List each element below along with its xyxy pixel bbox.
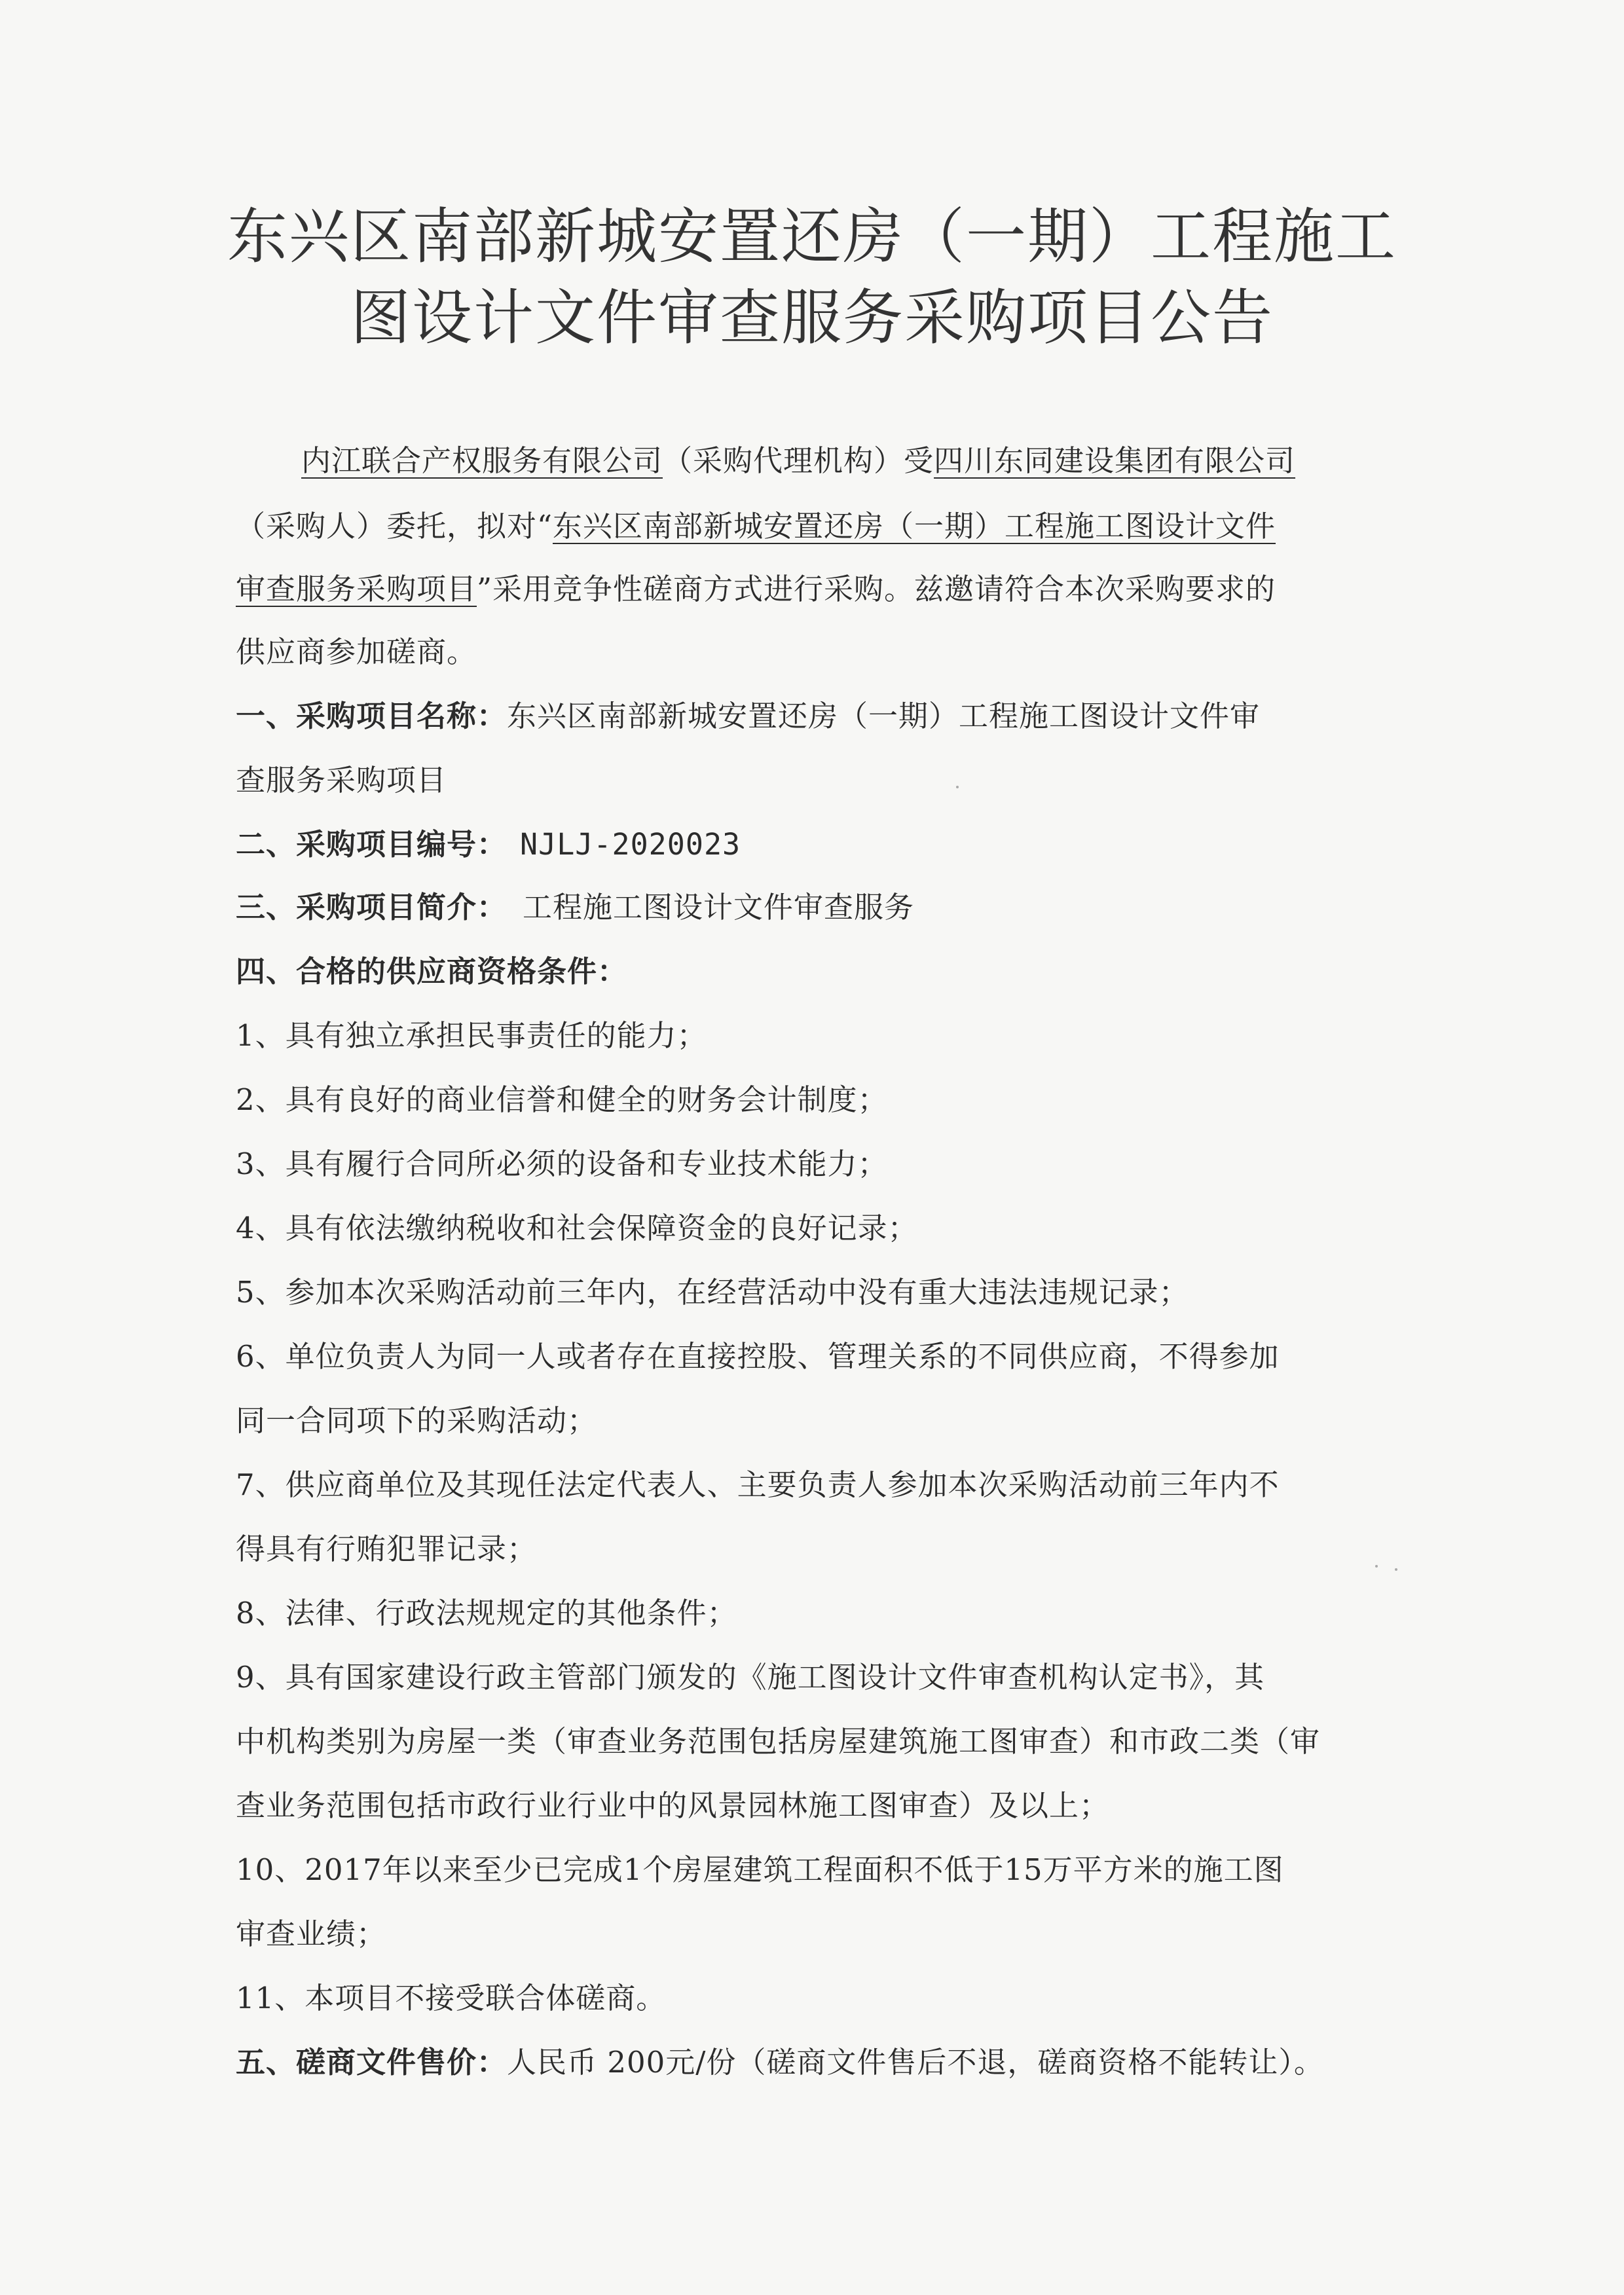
qualification-item-continued: 同一合同项下的采购活动； [236, 1403, 598, 1438]
project-code: NJLJ-2020023 [520, 827, 741, 862]
qualification-item: 4、具有依法缴纳税收和社会保障资金的良好记录； [236, 1211, 918, 1245]
scan-artifact [1395, 1568, 1397, 1571]
project-name-part-1: 东兴区南部新城安置还房（一期）工程施工图设计文件 [553, 509, 1276, 543]
qualification-item: 2、具有良好的商业信誉和健全的财务会计制度； [236, 1082, 888, 1117]
section-3 [236, 884, 1414, 931]
intro-line-2 [236, 503, 1414, 550]
qualification-item: 3、具有履行合同所必须的设备和专业技术能力； [236, 1147, 888, 1181]
scan-artifact [1375, 1565, 1378, 1568]
qualification-item: 10、2017年以来至少已完成1个房屋建筑工程面积不低于15万平方米的施工图 [236, 1852, 1284, 1887]
section-1-value-1: 东兴区南部新城安置还房（一期）工程施工图设计文件审 [507, 699, 1261, 733]
section-2 [236, 821, 1414, 868]
qualification-item-continued: 得具有行贿犯罪记录； [236, 1532, 538, 1566]
qualification-item: 7、供应商单位及其现任法定代表人、主要负责人参加本次采购活动前三年内不 [236, 1467, 1280, 1502]
qualification-item-continued: 审查业绩； [236, 1917, 387, 1951]
agency-role: （采购代理机构）受 [663, 443, 934, 478]
section-1-value-2: 查服务采购项目 [236, 763, 447, 798]
qualification-item: 6、单位负责人为同一人或者存在直接控股、管理关系的不同供应商，不得参加 [236, 1339, 1280, 1374]
intro-line-4: 供应商参加磋商。 [236, 634, 477, 669]
qualification-item: 5、参加本次采购活动前三年内，在经营活动中没有重大违法违规记录； [236, 1275, 1189, 1310]
qualification-item: 9、具有国家建设行政主管部门颁发的《施工图设计文件审查机构认定书》，其 [236, 1660, 1265, 1695]
qualification-item-continued: 中机构类别为房屋一类（审查业务范围包括房屋建筑施工图审查）和市政二类（审 [236, 1724, 1321, 1759]
section-1 [236, 693, 1414, 740]
document-title [196, 196, 1428, 359]
section-5 [236, 2039, 1414, 2086]
purchaser-name: 四川东同建设集团有限公司 [934, 443, 1296, 478]
section-5-label: 五、磋商文件售价： [236, 2045, 507, 2080]
intro-line-3 [236, 566, 1414, 613]
section-1-label: 一、采购项目名称： [236, 699, 507, 733]
qualification-item: 11、本项目不接受联合体磋商。 [236, 1981, 667, 2015]
intro-tail-1: ”采用竞争性磋商方式进行采购。兹邀请符合本次采购要求的 [477, 572, 1276, 606]
title-line-1: 东兴区南部新城安置还房（一期）工程施工 [227, 202, 1397, 272]
intro-line-1 [301, 437, 1480, 485]
qualification-item: 1、具有独立承担民事责任的能力； [236, 1018, 707, 1053]
title-line-2: 图设计文件审查服务采购项目公告 [350, 283, 1274, 353]
purchaser-role: （采购人）委托，拟对“ [236, 509, 553, 543]
section-4-label: 四、合格的供应商资格条件： [236, 954, 628, 989]
qualification-item: 8、法律、行政法规规定的其他条件； [236, 1596, 737, 1630]
section-3-label: 三、采购项目简介： [236, 890, 507, 925]
agency-name: 内江联合产权服务有限公司 [301, 443, 663, 478]
project-name-part-2: 审查服务采购项目 [236, 572, 477, 606]
qualification-item-continued: 查业务范围包括市政行业行业中的风景园林施工图审查）及以上； [236, 1788, 1110, 1823]
scan-artifact [956, 786, 959, 788]
section-5-value: 人民币 200元/份（磋商文件售后不退，磋商资格不能转让）。 [507, 2045, 1324, 2080]
section-2-label: 二、采购项目编号： [236, 827, 507, 862]
section-3-value: 工程施工图设计文件审查服务 [523, 890, 915, 925]
